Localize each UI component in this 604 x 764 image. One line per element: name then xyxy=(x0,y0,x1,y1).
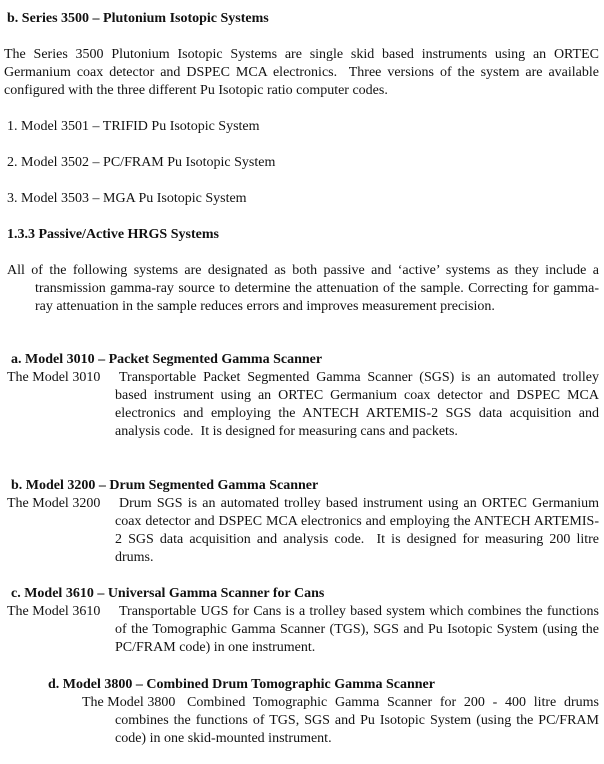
list-item-model-3502: 2. Model 3502 – PC/FRAM Pu Isotopic System xyxy=(7,155,276,170)
model-3610-heading: c. Model 3610 – Universal Gamma Scanner for Cans xyxy=(11,586,325,601)
list-item-model-3503: 3. Model 3503 – MGA Pu Isotopic System xyxy=(7,191,247,206)
model-3200-heading: b. Model 3200 – Drum Segmented Gamma Scanner xyxy=(11,478,319,493)
series-3500-paragraph: The Series 3500 Plutonium Isotopic Systems are single skid based instruments using an ORTEC Germanium coax detector and DSPEC MCA electronics. Three versions of the system are available configured with the three different Pu Isotopic ratio computer codes. xyxy=(4,47,599,98)
model-3800-heading: d. Model 3800 – Combined Drum Tomographic Gamma Scanner xyxy=(48,677,435,692)
section-heading-1-3-3: 1.3.3 Passive/Active HRGS Systems xyxy=(7,227,219,242)
section-heading-series-3500: b. Series 3500 – Plutonium Isotopic Systems xyxy=(7,11,269,26)
model-3200-description: Drum SGS is an automated trolley based instrument using an ORTEC Germanium coax detector and DSPEC MCA electronics and employing the ANTECH ARTEMIS-2 SGS data acquisition and analysis code. It is designed for measuring 200 litre drums. xyxy=(115,496,599,565)
model-3010-lead: The Model 3010 xyxy=(7,370,101,385)
passive-active-paragraph: All of the following systems are designated as both passive and ‘active’ systems as they include a transmission gamma-ray source to determine the attenuation of the sample. Correcting for gamma-ray attenuation in the sample reduces errors and improves measurement precision. xyxy=(7,263,599,314)
model-3800-lead: The Model 3800 xyxy=(82,695,176,710)
model-3610-lead: The Model 3610 xyxy=(7,604,101,619)
model-3800-description: Combined Tomographic Gamma Scanner for 200 - 400 litre drums combines the functions of TGS, SGS and Pu Isotopic System (using the PC/FRAM code) in one skid-mounted instrument. xyxy=(115,695,599,746)
model-3010-heading: a. Model 3010 – Packet Segmented Gamma Scanner xyxy=(11,352,323,367)
model-3010-description: Transportable Packet Segmented Gamma Scanner (SGS) is an automated trolley based instrument using an ORTEC Germanium coax detector and DSPEC MCA electronics and employing the ANTECH ARTEMIS-2 SGS data acquisition and analysis code. It is designed for measuring cans and packets. xyxy=(115,370,599,439)
model-3200-lead: The Model 3200 xyxy=(7,496,101,511)
model-3610-description: Transportable UGS for Cans is a trolley based system which combines the functions of the Tomographic Gamma Scanner (TGS), SGS and Pu Isotopic System (using the PC/FRAM code) in one instrument. xyxy=(115,604,599,655)
list-item-model-3501: 1. Model 3501 – TRIFID Pu Isotopic System xyxy=(7,119,260,134)
